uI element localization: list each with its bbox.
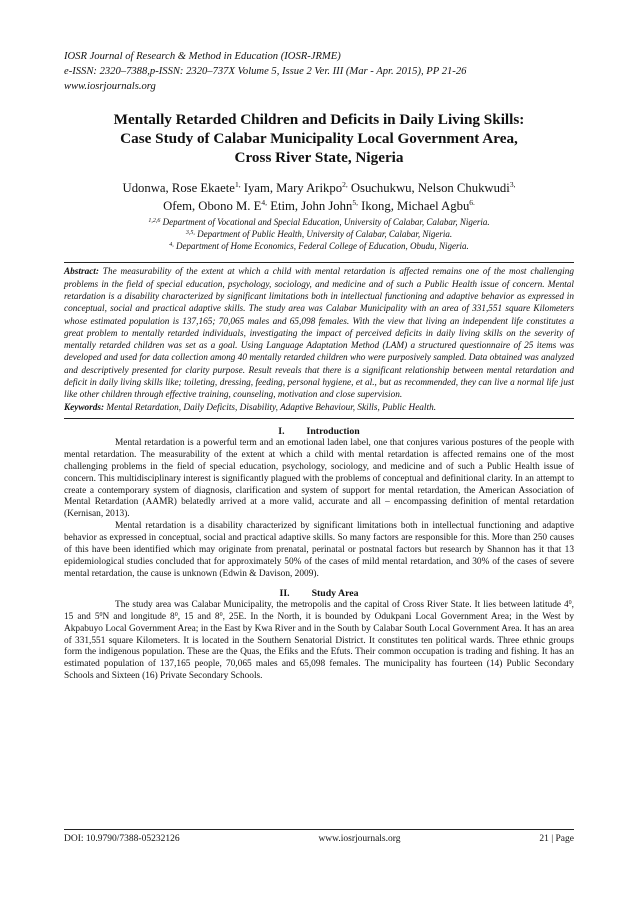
author-3: Osuchukwu, Nelson Chukwudi$^{3,}$ [350,180,516,196]
journal-url: www.iosrjournals.org [64,80,156,92]
author-6: Ikong, Michael Agbu$^{6.}$ [361,198,475,214]
affiliation-3: $^{4,}$ Department of Home Economics, Federal College of Education, Obudu, Nigeria. [169,241,469,252]
abstract-text: The measurability of the extent at which a child with mental retardation is affected remains one of the most challenging problems in the field of special education, psychology, sociology, and medicine and of such a Public Health issue of concern. Mental retardation is a disability characterized by significant limitations both in intellectual functioning and adaptive behavior as expressed in conceptual, social and practical adaptive skills. The study area was Calabar Municipality with an area of 331,551 square Kilometers whose estimated population is 137,165; 70,065 males and 65,098 females. With the view that living an independent life constitutes a great problem to mentally retarded individuals, investigating the impact of perceived deficits in daily living skills on the severity of mentally retarded children was set as a goal. Using Language Adaptation Method (LAM) a structured questionnaire of 25 items was developed and used for data collection among 40 mentally retarded children who were purposively sampled. Data obtained was analyzed and descriptively presented for clarity purpose. Result reveals that there is a significant relationship between mental retardation and deficit in daily living skills like; toileting, dressing, feeding, personal hygiene, et al., but as recommended, they can live a normal life just like other children through effective training, counseling, motivation and close supervision. [64,267,575,401]
footer-url: www.iosrjournals.org [318,834,401,844]
affiliation-2: $^{3,5,}$ Department of Public Health, University of Calabar, Calabar, Nigeria. [185,229,453,240]
affiliation-1: $^{1,2,6}$ Department of Vocational and Special Education, University of Calabar, Calabar, Nigeria. [148,217,490,228]
author-4: Ofem, Obono M. $E^{4,}$ [163,198,268,214]
keywords-label: Keywords: [64,402,105,413]
author-2: Iyam, Mary Arikpo$^{2,}$ [243,180,348,196]
journal-issn: e-ISSN: 2320–7388,p-ISSN: 2320–737X Volume 5, Issue 2 Ver. III (Mar - Apr. 2015), PP 21-26 [64,65,467,77]
section-heading-introduction: I. Introduction [278,425,360,437]
abstract-top-rule [64,262,574,263]
keywords-text: Mental Retardation, Daily Deficits, Disability, Adaptive Behaviour, Skills, Public Health. [106,402,437,413]
author-5: Etim, John John$^{5,}$ [270,198,358,214]
section-heading-study-area: II. Study Area [279,587,359,599]
paper-title [64,110,574,167]
introduction-paragraph-1: Mental retardation is a powerful term and an emotional laden label, one that conjures various postures of the people with mental retardation. The measurability of the extent at which a child with mental retardation is affected remains one of the most challenging problems in the field of special education, psychology, sociology, and medicine and of such a Public Health issue of concern. This multidisciplinary interest is significantly plagued with the problems of conceptual and definitional clarity. In an attempt to create a contemporary system of diagnosis, clarification and system of support for mental retardation, the American Association of Mental Retardation (AAMR) belatedly arrived at a more valid, accurate and all – encompassing definition of mental retardation (Kernisan, 2013). [64,437,574,520]
title-line-1: Mentally Retarded Children and Deficits in Daily Living Skills: [113,111,525,129]
abstract-label: Abstract: [64,267,99,278]
page-footer [64,829,574,845]
study-area-paragraph: The study area was Calabar Municipality, the metropolis and the capital of Cross River State. It lies between latitude $4^0$, 15 and $5^0N$ and longitude $8^0$, 15 and $8^0$, 25E. In the North, it is bounded by Odukpani Local Government Area; in the West by Akpabuyo Local Government Area; in the East by Kwa River and in the South by Calabar South Local Government Area. It has an area of 331,551 square Kilometers. It is located in the Southern Senatorial District. It constitutes ten political wards. Three ethnic groups form the indigenous population. These are the Quas, the Efiks and the Efuts. Their common occupation is trading and fishing. It has an estimated population of 137,165 people, 70,065 males and 65,098 females. The municipality has fourteen (14) Public Secondary Schools and Sixteen (16) Private Secondary Schools. [64,599,574,682]
title-line-3: Cross River State, Nigeria [234,149,404,167]
abstract [64,266,574,401]
paper-page [64,50,574,683]
introduction-paragraph-2: Mental retardation is a disability characterized by significant limitations both in intellectual functioning and adaptive behavior as expressed in conceptual, social and practical adaptive skills. So many factors are responsible for this. More than 250 causes of this have been identified which may originate from prenatal, perinatal or postnatal factors but research by Shannon has it that 13 epidemiological studies concluded that for approximately 50% of the cases of mild mental retardation, and 30% of the cases of severe mental retardation, the cause is unknown (Edwin & Davison, 2009). [64,521,574,579]
affiliations [64,216,574,252]
keywords [64,402,574,414]
footer-doi: DOI: 10.9790/7388-05232126 [64,834,180,844]
journal-header [64,50,574,94]
author-list [64,179,574,215]
journal-name: IOSR Journal of Research & Method in Education (IOSR-JRME) [64,51,341,62]
author-1: Udonwa, Rose Ekaete$^{1,}$ [122,180,241,196]
title-line-2: Case Study of Calabar Municipality Local Government Area, [120,130,518,148]
footer-page-number: 21 | Page [539,834,574,844]
abstract-bottom-rule [64,418,574,419]
